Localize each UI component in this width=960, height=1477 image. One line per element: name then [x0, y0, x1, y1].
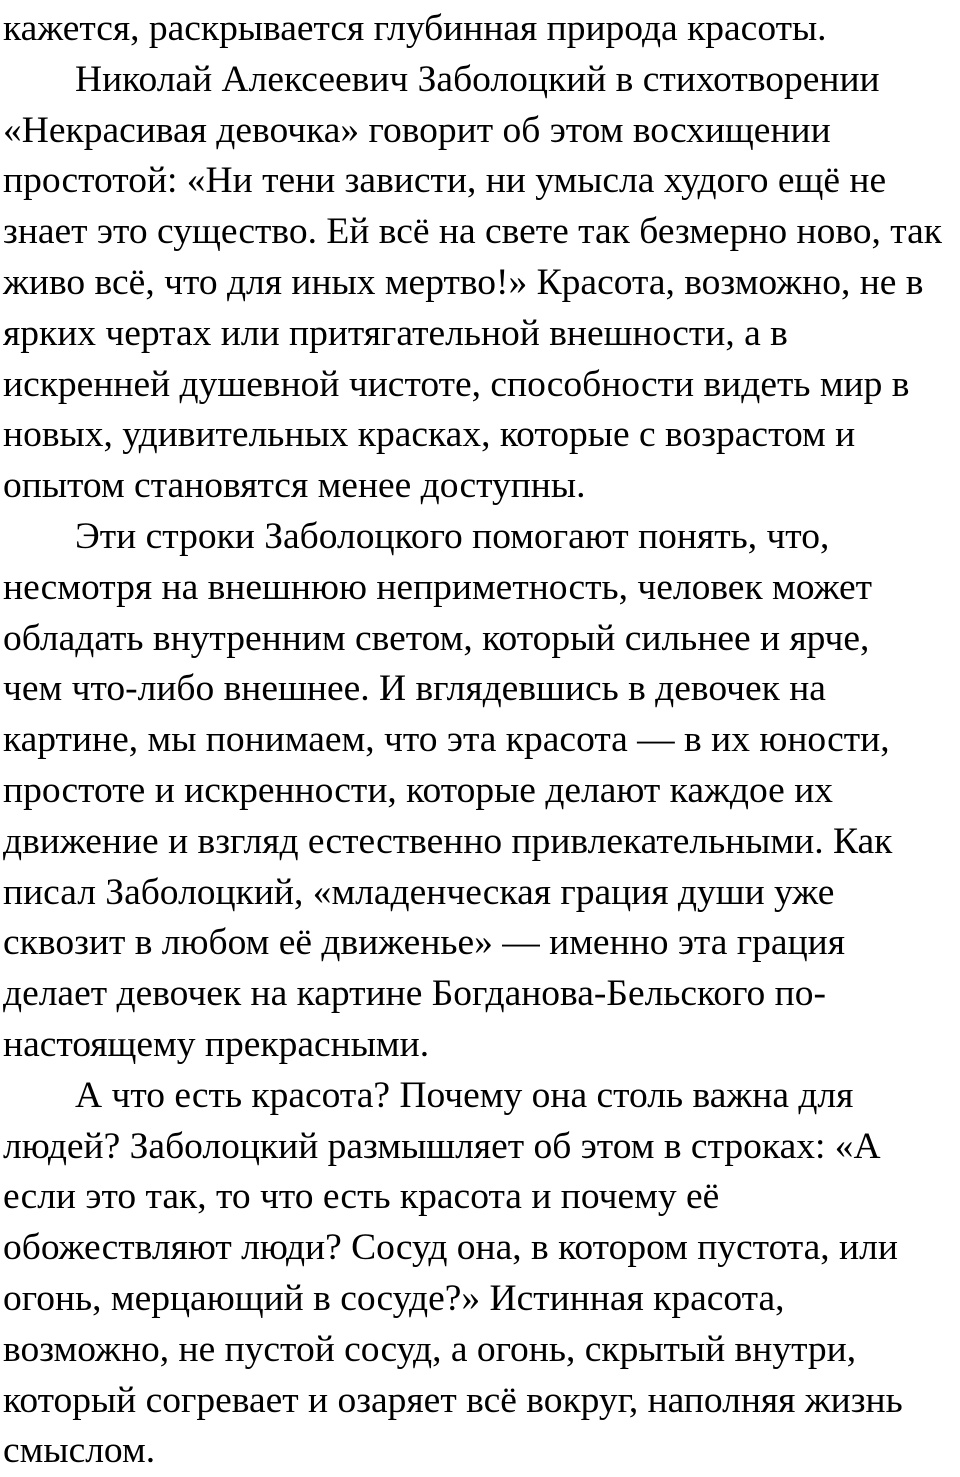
text-line: людей? Заболоцкий размышляет об этом в строках: «А	[3, 1125, 881, 1167]
text-line: обладать внутренним светом, который сильнее и ярче,	[3, 617, 870, 659]
text-line: несмотря на внешнюю неприметность, человек может	[3, 566, 873, 608]
text-line: обожествляют люди? Сосуд она, в котором пустота, или	[3, 1227, 898, 1269]
text-line: простоте и искренности, которые делают каждое их	[3, 769, 834, 811]
essay-text	[3, 4, 958, 1477]
text-line: настоящему прекрасными.	[3, 1023, 430, 1065]
text-line: сквозит в любом её движенье» — именно эта грация	[3, 922, 845, 964]
text-line: опытом становятся менее доступны.	[3, 465, 586, 507]
text-line: Николай Алексеевич Заболоцкий в стихотворении	[75, 58, 880, 100]
text-line: чем что-либо внешнее. И вглядевшись в девочек на	[3, 668, 826, 710]
text-line: если это так, то что есть красота и почему её	[3, 1176, 720, 1218]
text-line: новых, удивительных красках, которые с возрастом и	[3, 414, 856, 456]
text-line: смыслом.	[3, 1430, 156, 1472]
text-line: простотой: «Ни тени зависти, ни умысла худого ещё не	[3, 160, 887, 202]
text-line: знает это существо. Ей всё на свете так безмерно ново, так	[3, 211, 943, 253]
text-line: А что есть красота? Почему она столь важна для	[75, 1074, 854, 1116]
text-line: возможно, не пустой сосуд, а огонь, скрытый внутри,	[3, 1328, 857, 1370]
text-line: Эти строки Заболоцкого помогают понять, что,	[75, 515, 830, 557]
text-line: движение и взгляд естественно привлекательными. Как	[3, 820, 893, 862]
text-line: ярких чертах или притягательной внешности, а в	[3, 312, 788, 354]
text-line: искренней душевной чистоте, способности видеть мир в	[3, 363, 910, 405]
text-line: писал Заболоцкий, «младенческая грация души уже	[3, 871, 835, 913]
text-line: делает девочек на картине Богданова-Бельского по-	[3, 973, 826, 1015]
text-line: огонь, мерцающий в сосуде?» Истинная красота,	[3, 1277, 785, 1319]
text-line: картине, мы понимаем, что эта красота — в их юности,	[3, 719, 890, 761]
text-line: кажется, раскрывается глубинная природа красоты.	[3, 8, 827, 49]
text-line: который согревает и озаряет всё вокруг, наполняя жизнь	[3, 1379, 903, 1421]
text-line: живо всё, что для иных мертво!» Красота, возможно, не в	[3, 261, 924, 303]
text-line: «Некрасивая девочка» говорит об этом восхищении	[3, 109, 831, 151]
